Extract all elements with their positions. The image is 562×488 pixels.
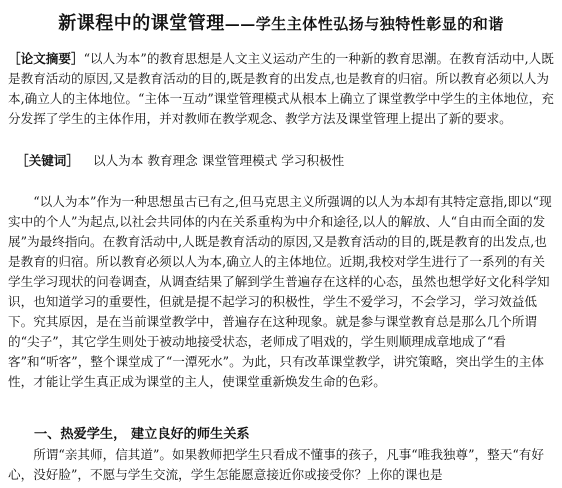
keywords-line — [8, 151, 556, 171]
section-heading: 一、热爱学生， 建立良好的师生关系 — [34, 427, 250, 442]
abstract-label: ［论文摘要］ — [8, 51, 84, 66]
body-paragraph-1: “以人为本”作为一种思想虽古已有之,但马克思主义所强调的以人为本却有其特定意指,即以“现实中的个人”为起点,以社会共同体的内在关系重构为中介和途径,以人的解放、人“自由而全面的发展”为最终指向。在教育活动中,人既是教育活动的原因,又是教育活动的目的,既是教育的出发点,也是教育的归宿。所以教育必须以人为本,确立人的主体地位。近期,我校对学生进行了一系列的有关学生学习现状的问卷调查，从调查结果了解到学生普遍存在这样的心态，虽然也想学好文化科学知识，也知道学习的重要性，但就是提不起学习的积极性，学生不爱学习，不会学习，学习效益低下。究其原因，是在当前课堂教学中，普遍存在这种现象。就是参与课堂教育总是那么几个所谓的“尖子”，其它学生则处于被动地接受状态，老师成了唱戏的，学生则顺理成章地成了“看客”和“听客”，整个课堂成了“一潭死水”。为此，只有改革课堂教学，讲究策略，突出学生的主体性，才能让学生真正成为课堂的主人，使课堂重新焕发生命的色彩。 — [8, 194, 552, 389]
abstract-text: “以人为本”的教育思想是人文主义运动产生的一种新的教育思潮。在教育活动中,人既是教育活动的原因,又是教育活动的目的,既是教育的出发点,也是教育的归宿。所以教育必须以人为本,确立人的主体地位。“主体一互动”课堂管理模式从根本上确立了课堂教学中学生的主体地位，充分发挥了学生的主体作用，并对教师在教学观念、教学方法及课堂管理上提出了新的要求。 — [8, 51, 554, 126]
title-main: 新课程中的课堂管理 — [58, 13, 225, 34]
abstract-paragraph — [8, 49, 556, 129]
page-title — [0, 13, 562, 35]
title-subtitle: ——学生主体性弘扬与独特性彰显的和谐 — [224, 15, 504, 33]
body-paragraph-2: 所谓“亲其师，信其道”。如果教师把学生只看成不懂事的孩子，凡事“唯我独尊”，整天“有好心，没好脸”，不愿与学生交流，学生怎能愿意接近你或接受你？上你的课也是 — [8, 447, 544, 482]
keywords-label: ［关键词］ — [16, 153, 79, 168]
keywords-text: 以人为本 教育理念 课堂管理模式 学习积极性 — [92, 153, 345, 168]
